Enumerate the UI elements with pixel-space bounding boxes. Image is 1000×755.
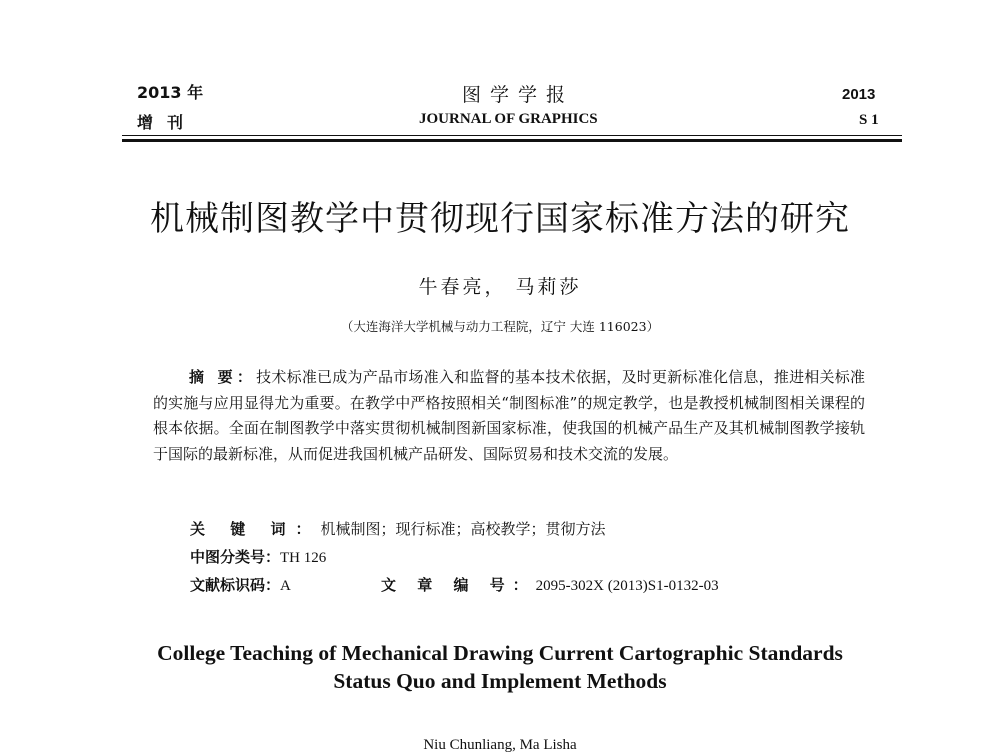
authors-en: Niu Chunliang, Ma Lisha bbox=[423, 737, 577, 753]
doc-code-value: A bbox=[280, 578, 291, 594]
article-no-label: 文 章 编 号： bbox=[381, 576, 536, 594]
doc-code-label: 文献标识码： bbox=[190, 576, 281, 594]
affiliation-cn: （大连海洋大学机械与动力工程院，辽宁 大连 116023） bbox=[340, 319, 660, 334]
header-year-cn: 2013 年 bbox=[137, 83, 204, 102]
header-rule-thin bbox=[122, 135, 902, 136]
abstract-text: 技术标准已成为产品市场准入和监督的基本技术依据，及时更新标准化信息，推进相关标准的实施与应用显得尤为重要。在教学中严格按照相关“制图标准”的规定教学，也是教授机械制图相关课程的根本依据。全面在制图教学中落实贯彻机械制图新国家标准，使我国的机械产品生产及其机械制图教学接轨于国际的最新标准，从而促进我国机械产品研发、国际贸易和技术交流的发展。 bbox=[153, 368, 865, 463]
classification-row bbox=[190, 546, 326, 567]
keywords-row bbox=[190, 518, 605, 539]
abstract bbox=[153, 365, 865, 467]
article-no-row bbox=[381, 574, 719, 595]
paper-title-en bbox=[0, 639, 1000, 695]
authors-cn: 牛春亮， 马莉莎 bbox=[418, 276, 582, 298]
classification-label: 中图分类号： bbox=[190, 548, 281, 566]
header-issue: S 1 bbox=[859, 112, 879, 128]
keywords-label: 关 键 词： bbox=[190, 520, 321, 538]
title-en-line-1: College Teaching of Mechanical Drawing Current Cartographic Standards bbox=[157, 641, 843, 665]
keywords-value: 机械制图；现行标准；高校教学；贯彻方法 bbox=[320, 520, 606, 538]
doc-code-row bbox=[190, 574, 291, 595]
journal-name-en: JOURNAL OF GRAPHICS bbox=[419, 111, 598, 127]
article-no-value: 2095-302X (2013)S1-0132-03 bbox=[535, 578, 719, 594]
title-en-line-2: Status Quo and Implement Methods bbox=[333, 669, 667, 693]
classification-value: TH 126 bbox=[280, 550, 327, 566]
journal-name-cn: 图学学报 bbox=[462, 84, 575, 106]
header-year: 2013 bbox=[842, 86, 876, 103]
header-rule-thick bbox=[122, 139, 902, 142]
abstract-label: 摘 要： bbox=[189, 368, 257, 386]
paper-title-cn: 机械制图教学中贯彻现行国家标准方法的研究 bbox=[150, 199, 850, 239]
header-issue-cn: 增刊 bbox=[137, 113, 198, 132]
